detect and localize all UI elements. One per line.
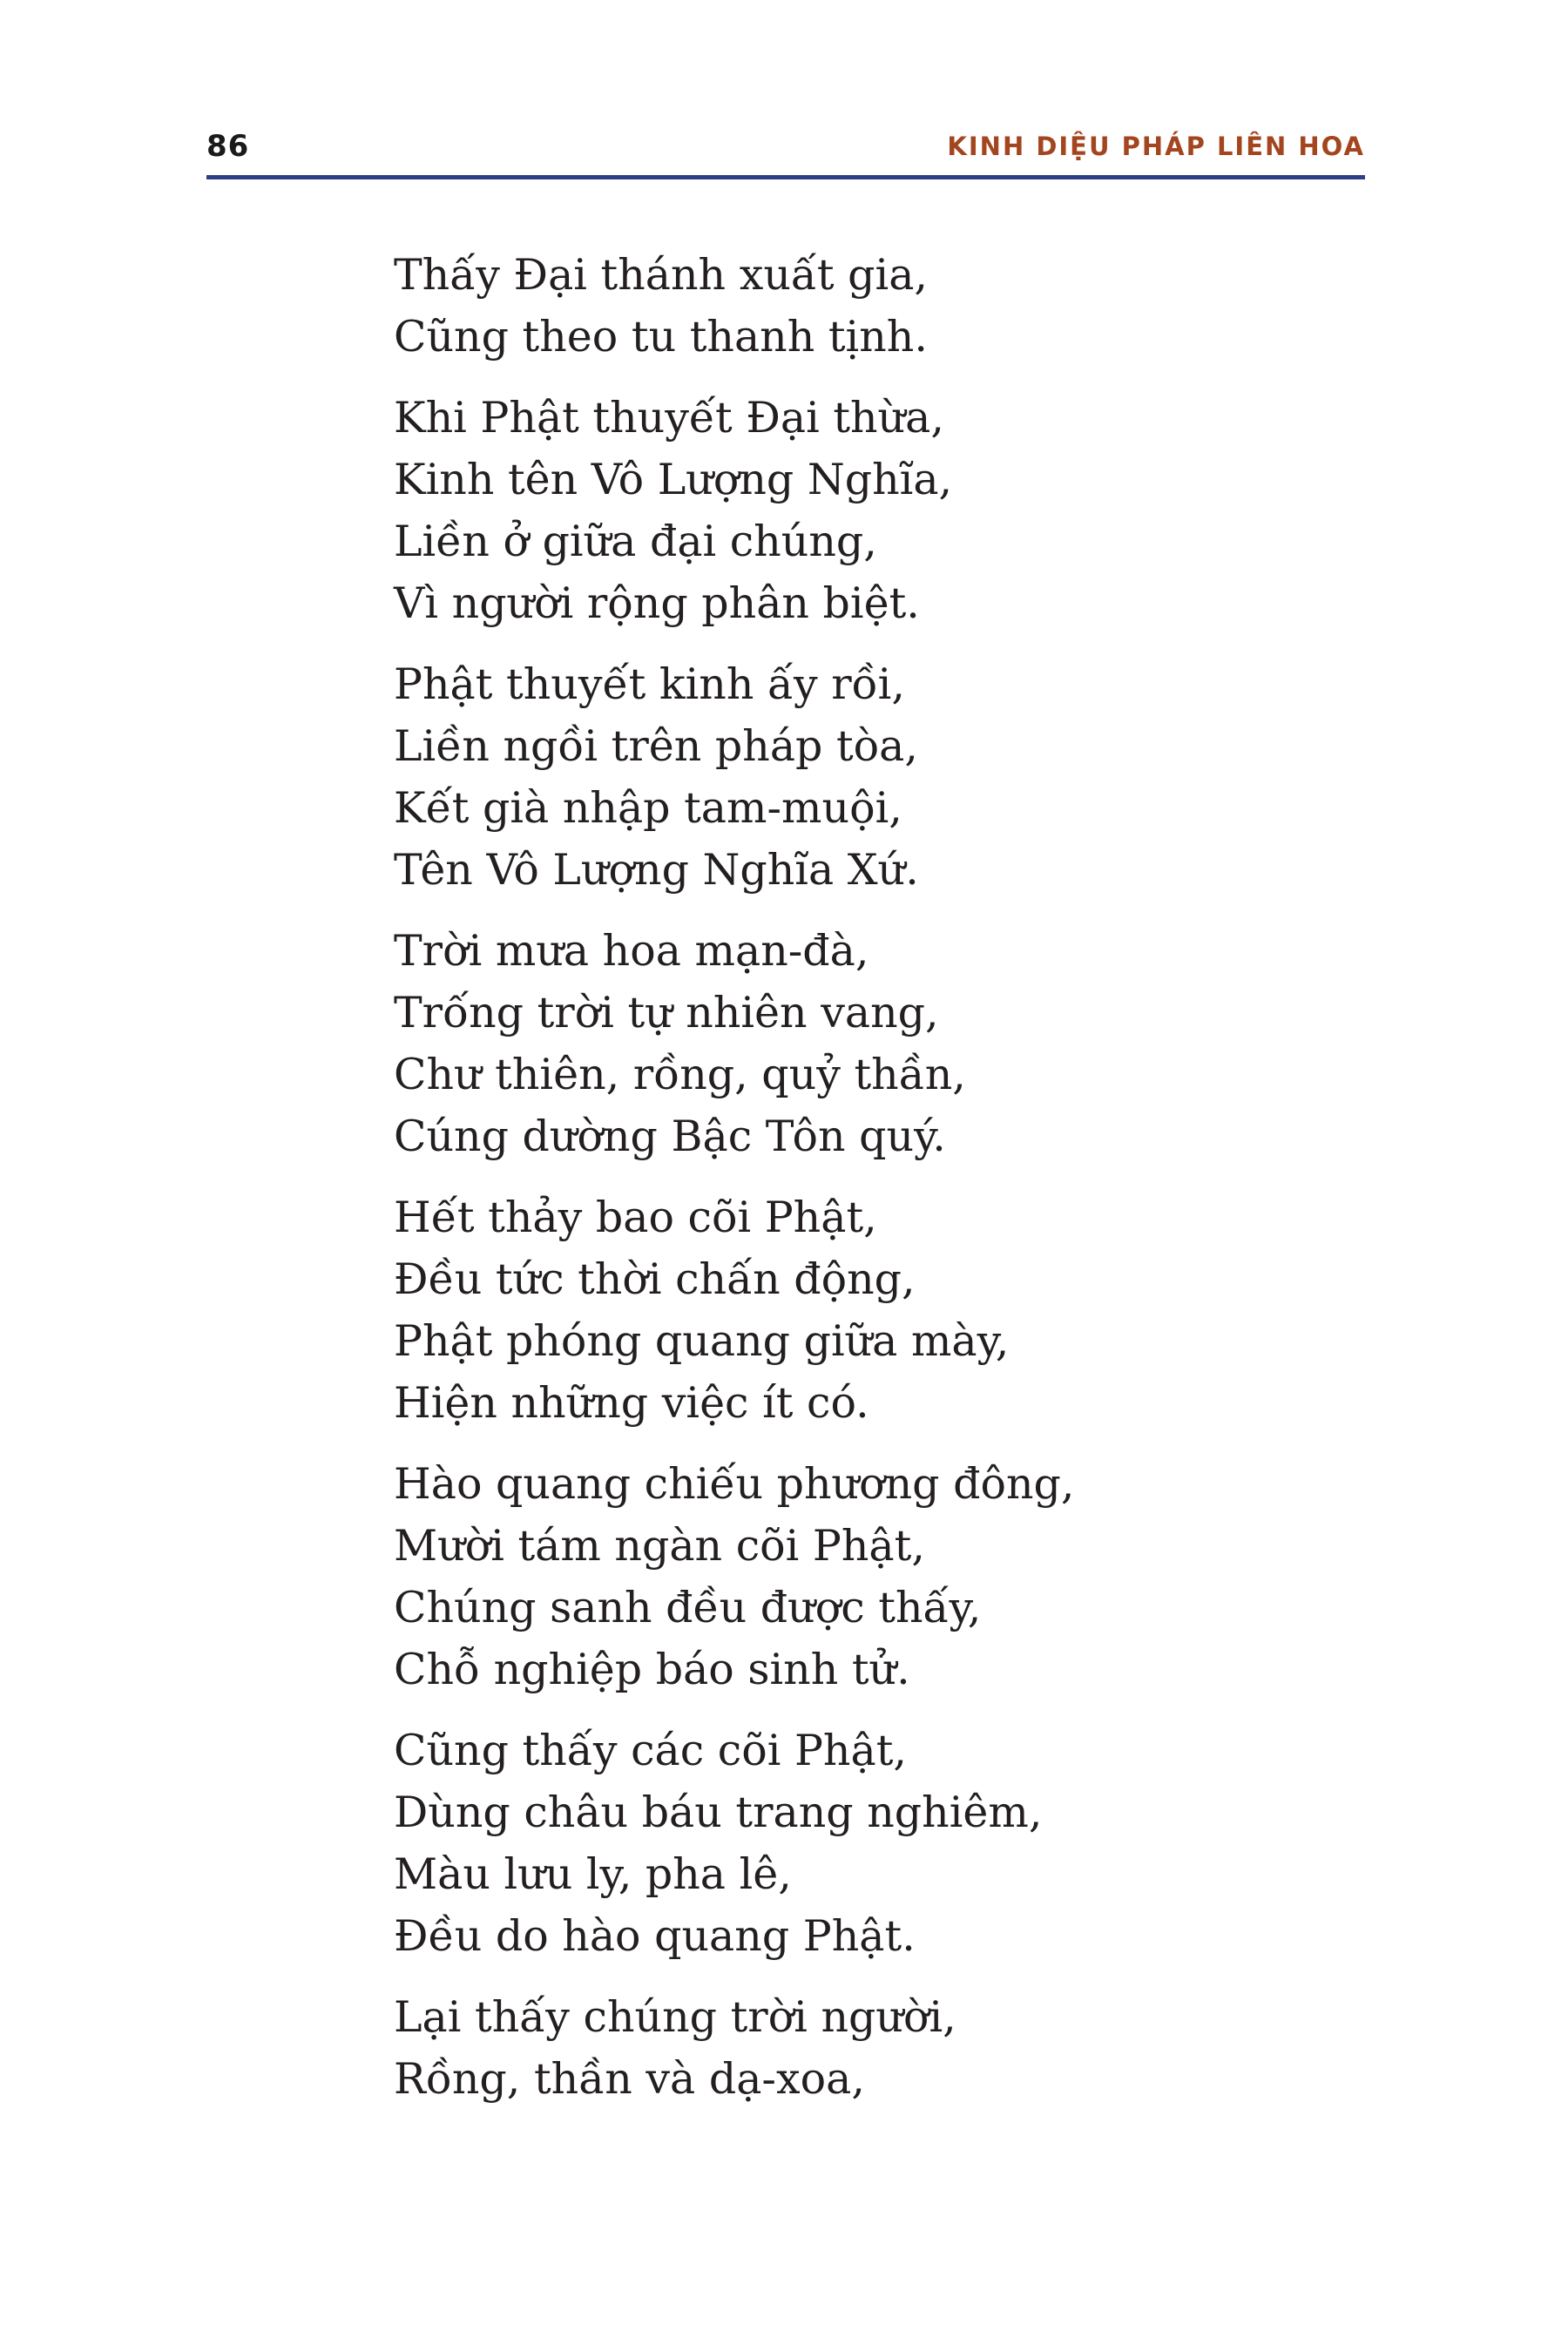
verse-line: Kết già nhập tam-muội, xyxy=(394,783,902,833)
verse-line: Cúng dường Bậc Tôn quý. xyxy=(394,1112,946,1161)
verse-line: Chỗ nghiệp báo sinh tử. xyxy=(394,1645,910,1694)
verse-line: Khi Phật thuyết Đại thừa, xyxy=(394,393,944,443)
verse-line: Liền ở giữa đại chúng, xyxy=(394,517,877,566)
verse-line: Hiện những việc ít có. xyxy=(394,1378,869,1428)
verse-line: Liền ngồi trên pháp tòa, xyxy=(394,721,918,771)
verse-line: Kinh tên Vô Lượng Nghĩa, xyxy=(394,455,953,504)
running-title: KINH DIỆU PHÁP LIÊN HOA xyxy=(947,132,1365,161)
verse-line: Tên Vô Lượng Nghĩa Xứ. xyxy=(394,845,919,895)
stanza xyxy=(394,1186,1352,1434)
verse-line: Chúng sanh đều được thấy, xyxy=(394,1583,982,1632)
stanza xyxy=(394,244,1352,368)
verse-line: Vì người rộng phân biệt. xyxy=(394,578,920,628)
verse-line: Thấy Đại thánh xuất gia, xyxy=(394,250,929,300)
poem-body xyxy=(394,244,1352,2129)
stanza xyxy=(394,653,1352,901)
stanza xyxy=(394,387,1352,634)
stanza xyxy=(394,1720,1352,1967)
verse-line: Màu lưu ly, pha lê, xyxy=(394,1849,792,1899)
page-number: 86 xyxy=(206,129,250,164)
stanza xyxy=(394,1453,1352,1700)
verse-line: Mười tám ngàn cõi Phật, xyxy=(394,1521,925,1571)
verse-line: Trời mưa hoa mạn-đà, xyxy=(394,926,869,976)
verse-line: Phật phóng quang giữa mày, xyxy=(394,1316,1010,1366)
verse-line: Hào quang chiếu phương đông, xyxy=(394,1459,1075,1509)
stanza xyxy=(394,1986,1352,2110)
verse-line: Cũng thấy các cõi Phật, xyxy=(394,1726,907,1775)
verse-line: Cũng theo tu thanh tịnh. xyxy=(394,312,928,362)
verse-line: Lại thấy chúng trời người, xyxy=(394,1992,956,2042)
stanza xyxy=(394,920,1352,1167)
verse-line: Rồng, thần và dạ-xoa, xyxy=(394,2054,865,2104)
verse-line: Trống trời tự nhiên vang, xyxy=(394,988,939,1037)
verse-line: Dùng châu báu trang nghiêm, xyxy=(394,1788,1043,1837)
verse-line: Chư thiên, rồng, quỷ thần, xyxy=(394,1050,966,1099)
page-header xyxy=(206,122,1365,174)
verse-line: Đều do hào quang Phật. xyxy=(394,1911,916,1961)
verse-line: Hết thảy bao cõi Phật, xyxy=(394,1193,877,1242)
verse-line: Đều tức thời chấn động, xyxy=(394,1254,916,1304)
verse-line: Phật thuyết kinh ấy rồi, xyxy=(394,659,905,709)
header-divider xyxy=(206,175,1365,179)
